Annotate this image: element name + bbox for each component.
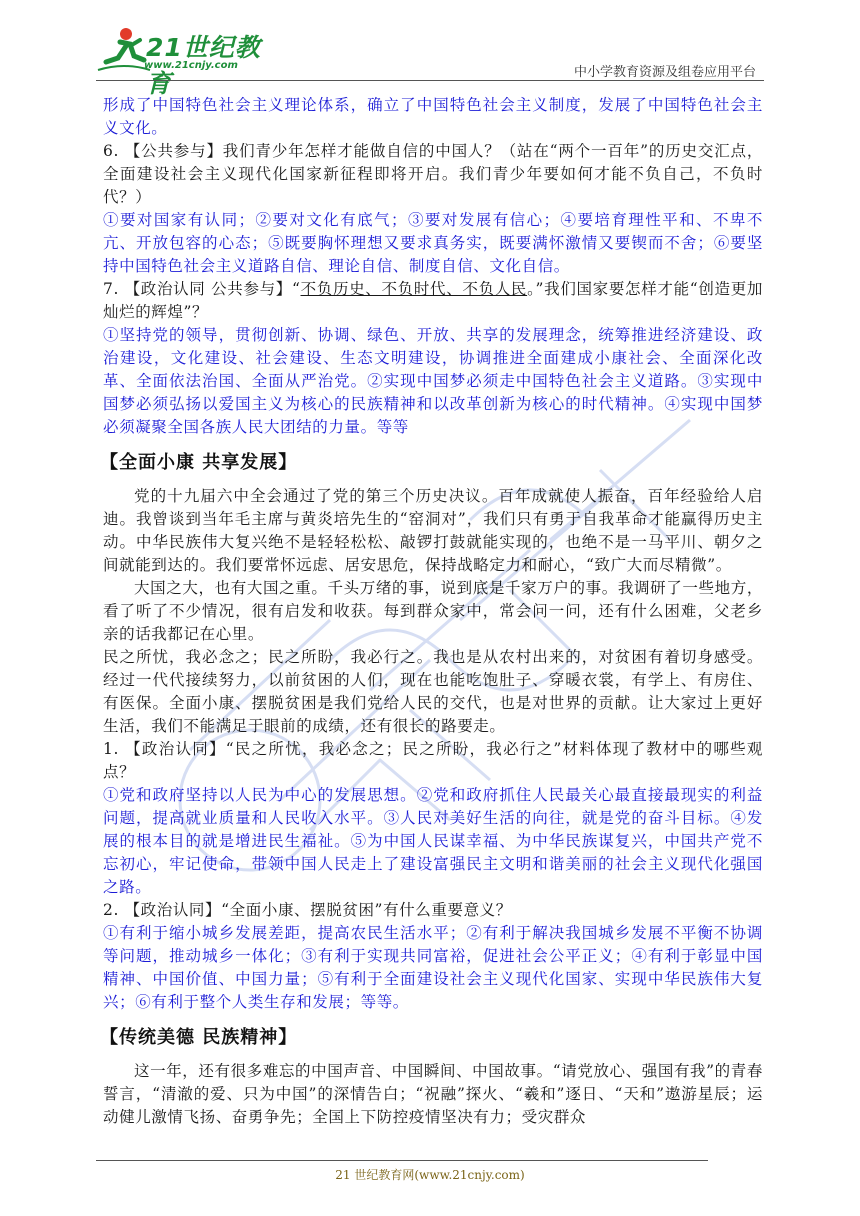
document-body — [100, 94, 763, 1129]
answer-6: ①要对国家有认同；②要对文化有底气；③要对发展有信心；④要培育理性平和、不卑不亢、开放包容的心态；⑤既要胸怀理想又要求真务实，既要满怀激情又要锲而不舍；⑥要坚持中国特色社会主义道路自信、理论自信、制度自信、文化自信。 — [103, 211, 763, 275]
question-2: 2. 【政治认同】“全面小康、摆脱贫困”有什么重要意义？ — [103, 901, 512, 919]
material-paragraph: 党的十九届六中全会通过了党的第三个历史决议。百年成就使人振奋，百年经验给人启迪。我曾谈到当年毛主席与黄炎培先生的“窑洞对”，我们只有勇于自我革命才能赢得历史主动。中华民族伟大复兴绝不是轻轻松松、敲锣打鼓就能实现的，也绝不是一马平川、朝夕之间就能到达的。我们要常怀远虑、居安思危，保持战略定力和耐心，“致广大而尽精微”。 — [103, 487, 763, 574]
question-6: 6. 【公共参与】我们青少年怎样才能做自信的中国人？（站在“两个一百年”的历史交汇点，全面建设社会主义现代化国家新征程即将开启。我们青少年要如何才能不负自己，不负时代？） — [103, 142, 763, 206]
section-title-meide: 【传统美德 民族精神】 — [100, 1027, 298, 1048]
material-paragraph: 这一年，还有很多难忘的中国声音、中国瞬间、中国故事。“请党放心、强国有我”的青春誓言，“清澈的爱、只为中国”的深情告白；“祝融”探火、“羲和”逐日、“天和”遨游星辰；运动健儿激情飞扬、奋勇争先；全国上下防控疫情坚决有力；受灾群众 — [103, 1062, 763, 1126]
answer-paragraph: 形成了中国特色社会主义理论体系，确立了中国特色社会主义制度，发展了中国特色社会主义文化。 — [103, 96, 763, 137]
page-footer: 21 世纪教育网(www.21cnjy.com) — [335, 1168, 525, 1182]
question-7-prefix: 7. 【政治认同 公共参与】“ — [103, 280, 301, 298]
logo-brand: 21世纪教育 — [146, 33, 261, 98]
header-divider — [96, 80, 764, 81]
logo — [96, 26, 266, 98]
question-7-suffix: 。”我们国家要怎样才能“创造更加灿烂的辉煌”？ — [103, 280, 763, 321]
material-paragraph: 民之所忧，我必念之；民之所盼，我必行之。我也是从农村出来的，对贫困有着切身感受。经过一代代接续努力，以前贫困的人们，现在也能吃饱肚子、穿暖衣裳，有学上、有房住、有医保。全面小康、摆脱贫困是我们党给人民的交代，也是对世界的贡献。让大家过上更好生活，我们不能满足于眼前的成绩，还有很长的路要走。 — [103, 648, 763, 735]
answer-1: ①党和政府坚持以人民为中心的发展思想。②党和政府抓住人民最关心最直接最现实的利益问题，提高就业质量和人民收入水平。③人民对美好生活的向往，就是党的奋斗目标。④发展的根本目的就是增进民生福祉。⑤为中国人民谋幸福、为中华民族谋复兴，中国共产党不忘初心，牢记使命，带领中国人民走上了建设富强民主文明和谐美丽的社会主义现代化强国之路。 — [103, 786, 763, 896]
material-paragraph: 大国之大，也有大国之重。千头万绪的事，说到底是千家万户的事。我调研了一些地方，看了听了不少情况，很有启发和收获。每到群众家中，常会问一问，还有什么困难，父老乡亲的话我都记在心里。 — [103, 579, 763, 643]
answer-7: ①坚持党的领导，贯彻创新、协调、绿色、开放、共享的发展理念，统筹推进经济建设、政治建设，文化建设、社会建设、生态文明建设，协调推进全面建成小康社会、全面深化改革、全面依法治国、全面从严治党。②实现中国梦必须走中国特色社会主义道路。③实现中国梦必须弘扬以爱国主义为核心的民族精神和以改革创新为核心的时代精神。④实现中国梦必须凝聚全国各族人民大团结的力量。等等 — [103, 326, 763, 436]
logo-url: www.21cnjy.com — [144, 60, 238, 71]
answer-2: ①有利于缩小城乡发展差距，提高农民生活水平；②有利于解决我国城乡发展不平衡不协调等问题，推动城乡一体化；③有利于实现共同富裕，促进社会公平正义；④有利于彰显中国精神、中国价值、中国力量；⑤有利于全面建设社会主义现代化国家、实现中华民族伟大复兴；⑥有利于整个人类生存和发展；等等。 — [103, 924, 763, 1011]
footer-divider — [96, 1160, 708, 1161]
page-header — [0, 0, 860, 98]
question-7 — [103, 278, 763, 324]
question-1: 1. 【政治认同】“民之所忧，我必念之；民之所盼，我必行之”材料体现了教材中的哪些观点？ — [103, 740, 763, 781]
question-7-underlined: 不负历史、不负时代、不负人民 — [300, 280, 528, 298]
platform-name: 中小学教育资源及组卷应用平台 — [573, 65, 756, 80]
section-title-xiaokang: 【全面小康 共享发展】 — [100, 452, 298, 473]
